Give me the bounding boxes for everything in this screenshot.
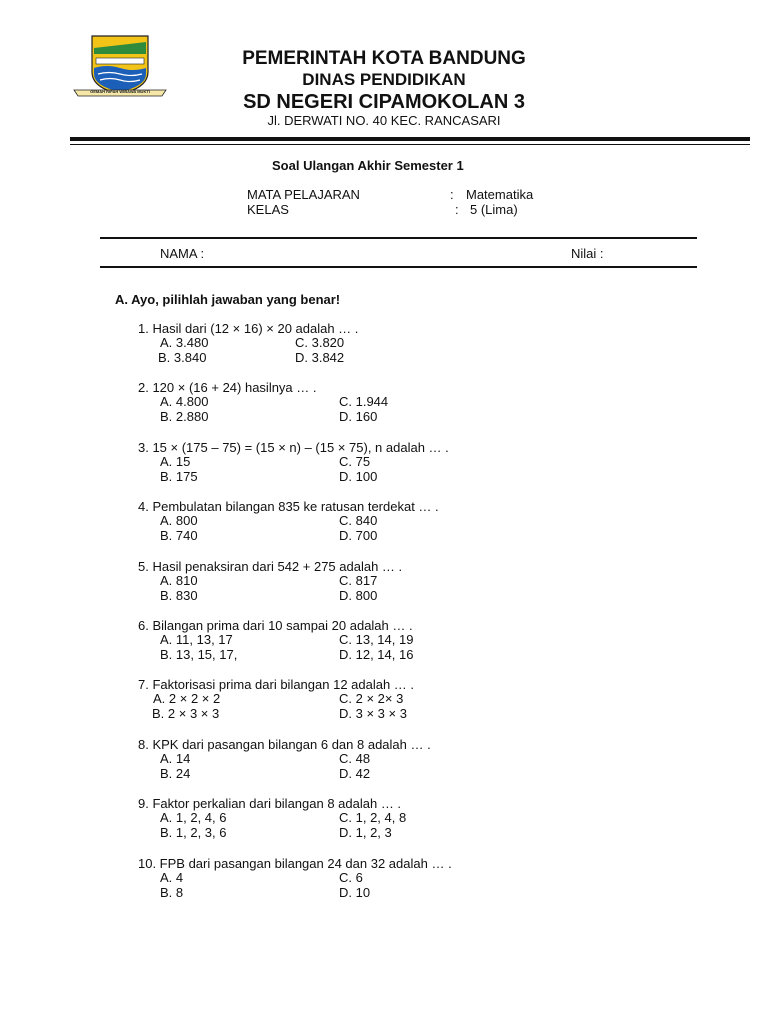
answer-option-d: D. 1, 2, 3 — [339, 825, 392, 841]
answer-option-b: B. 2.880 — [160, 409, 209, 425]
logo-ribbon-text: GEMAH RIPAH WIBAWA MUKTI — [90, 89, 150, 94]
header-department: DINAS PENDIDIKAN — [302, 70, 466, 89]
question-item — [138, 440, 698, 488]
answer-option-b: B. 8 — [160, 884, 184, 900]
answer-option-c: C. 840 — [339, 513, 378, 529]
answer-option-b: B. 24 — [160, 765, 191, 781]
answer-option-a: A. 2 × 2 × 2 — [153, 691, 221, 707]
subject-value: Matematika — [466, 187, 534, 202]
question-text: 1. Hasil dari (12 × 16) × 20 adalah … . — [138, 321, 359, 336]
score-label: Nilai : — [571, 246, 604, 261]
question-text: 5. Hasil penaksiran dari 542 + 275 adalah … . — [138, 558, 403, 574]
answer-option-b: B. 3.840 — [158, 350, 207, 365]
answer-option-c: C. 1, 2, 4, 8 — [339, 810, 407, 826]
question-text: 4. Pembulatan bilangan 835 ke ratusan terdekat … . — [138, 499, 439, 515]
answer-option-c: C. 75 — [339, 453, 371, 469]
name-label: NAMA : — [160, 246, 205, 261]
header-divider-thick — [70, 137, 750, 141]
answer-option-a: A. 3.480 — [160, 335, 209, 350]
question-text: 9. Faktor perkalian dari bilangan 8 adalah … . — [138, 796, 402, 812]
question-text: 3. 15 × (175 – 75) = (15 × n) – (15 × 75), n adalah … . — [138, 439, 449, 455]
question-item — [138, 321, 698, 369]
answer-option-d: D. 800 — [339, 587, 378, 603]
subject-label: MATA PELAJARAN — [247, 187, 360, 202]
answer-option-a: A. 15 — [160, 453, 191, 469]
header-address: Jl. DERWATI NO. 40 KEC. RANCASARI — [267, 113, 501, 128]
answer-option-d: D. 160 — [339, 409, 378, 425]
answer-option-b: B. 830 — [160, 587, 198, 603]
answer-option-a: A. 4.800 — [160, 394, 209, 410]
name-box-top-line — [100, 237, 697, 239]
answer-option-b: B. 175 — [160, 468, 198, 484]
answer-option-d: D. 10 — [339, 884, 371, 900]
question-item — [138, 499, 698, 547]
class-separator: : — [455, 202, 459, 217]
class-label: KELAS — [247, 202, 289, 217]
answer-option-d: D. 42 — [339, 765, 371, 781]
answer-option-c: C. 48 — [339, 750, 371, 766]
answer-option-c: C. 2 × 2× 3 — [339, 691, 404, 707]
exam-title: Soal Ulangan Akhir Semester 1 — [272, 158, 464, 173]
question-item — [138, 559, 698, 607]
answer-option-c: C. 3.820 — [295, 335, 345, 350]
question-text: 6. Bilangan prima dari 10 sampai 20 adalah … . — [138, 618, 413, 633]
question-item — [138, 796, 698, 844]
question-item — [138, 677, 698, 725]
answer-option-b: B. 13, 15, 17, — [160, 647, 238, 662]
subject-separator: : — [450, 187, 454, 202]
question-text: 10. FPB dari pasangan bilangan 24 dan 32 adalah … . — [138, 855, 452, 871]
answer-option-c: C. 6 — [339, 869, 363, 885]
header-school-name: SD NEGERI CIPAMOKOLAN 3 — [243, 91, 525, 113]
question-item — [138, 618, 698, 666]
answer-option-c: C. 817 — [339, 572, 378, 588]
answer-option-a: A. 11, 13, 17 — [160, 632, 233, 647]
header-government: PEMERINTAH KOTA BANDUNG — [242, 48, 526, 69]
question-text: 2. 120 × (16 + 24) hasilnya … . — [138, 380, 317, 396]
question-text: 7. Faktorisasi prima dari bilangan 12 adalah … . — [138, 677, 415, 693]
answer-option-b: B. 1, 2, 3, 6 — [160, 825, 227, 841]
answer-option-d: D. 12, 14, 16 — [339, 647, 414, 662]
answer-option-a: A. 800 — [160, 513, 198, 529]
answer-option-b: B. 2 × 3 × 3 — [152, 706, 220, 722]
answer-option-c: C. 1.944 — [339, 394, 389, 410]
name-box-bottom-line — [100, 266, 697, 268]
answer-option-a: A. 4 — [160, 869, 184, 885]
answer-option-a: A. 14 — [160, 750, 191, 766]
answer-option-d: D. 3.842 — [295, 350, 345, 365]
answer-option-d: D. 3 × 3 × 3 — [339, 706, 407, 722]
answer-option-d: D. 700 — [339, 528, 378, 544]
question-text: 8. KPK dari pasangan bilangan 6 dan 8 adalah … . — [138, 736, 431, 752]
question-item — [138, 737, 698, 785]
answer-option-a: A. 810 — [160, 572, 198, 588]
answer-option-a: A. 1, 2, 4, 6 — [160, 810, 227, 826]
section-title: A. Ayo, pilihlah jawaban yang benar! — [115, 292, 341, 307]
question-item — [138, 380, 698, 428]
header-divider-thin — [70, 144, 750, 145]
answer-option-b: B. 740 — [160, 528, 198, 544]
question-item — [138, 856, 698, 904]
class-value: 5 (Lima) — [470, 202, 518, 217]
answer-option-d: D. 100 — [339, 468, 378, 484]
answer-option-c: C. 13, 14, 19 — [339, 632, 414, 647]
